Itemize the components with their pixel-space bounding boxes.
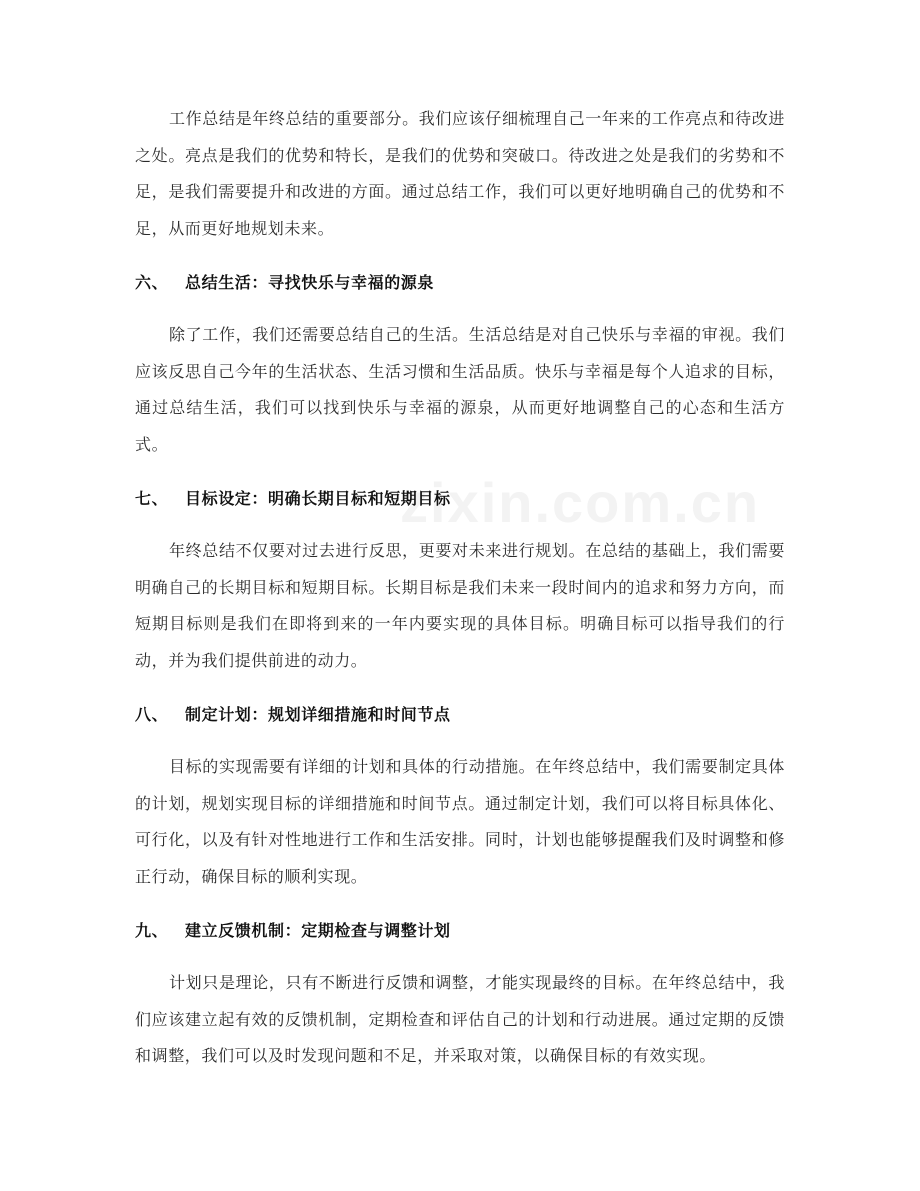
- section-heading: [135, 487, 785, 511]
- section-heading: [135, 703, 785, 727]
- section-paragraph: 除了工作，我们还需要总结自己的生活。生活总结是对自己快乐与幸福的审视。我们应该反思自己今年的生活状态、生活习惯和生活品质。快乐与幸福是每个人追求的目标，通过总结生活，我们可以找到快乐与幸福的源泉，从而更好地调整自己的心态和生活方式。: [135, 325, 785, 454]
- section-title: 总结生活：寻找快乐与幸福的源泉: [185, 273, 435, 292]
- section-paragraph: 计划只是理论，只有不断进行反馈和调整，才能实现最终的目标。在年终总结中，我们应该建立起有效的反馈机制，定期检查和评估自己的计划和行动进展。通过定期的反馈和调整，我们可以及时发现问题和不足，并采取对策，以确保目标的有效实现。: [135, 973, 785, 1065]
- section-heading: [135, 919, 785, 943]
- section-title: 建立反馈机制：定期检查与调整计划: [185, 921, 451, 940]
- document-body: [135, 101, 785, 1075]
- section-paragraph: 年终总结不仅要对过去进行反思，更要对未来进行规划。在总结的基础上，我们需要明确自己的长期目标和短期目标。长期目标是我们未来一段时间内的追求和努力方向，而短期目标则是我们在即将到来的一年内要实现的具体目标。明确目标可以指导我们的行动，并为我们提供前进的动力。: [135, 541, 785, 670]
- section-8: [135, 703, 785, 895]
- section-6: [135, 271, 785, 463]
- section-number: 八、: [135, 705, 169, 724]
- section-title: 目标设定：明确长期目标和短期目标: [185, 489, 451, 508]
- section-number: 九、: [135, 921, 169, 940]
- section-7: [135, 487, 785, 679]
- section-number: 六、: [135, 273, 169, 292]
- section-paragraph: 目标的实现需要有详细的计划和具体的行动措施。在年终总结中，我们需要制定具体的计划，规划实现目标的详细措施和时间节点。通过制定计划，我们可以将目标具体化、可行化，以及有针对性地进行工作和生活安排。同时，计划也能够提醒我们及时调整和修正行动，确保目标的顺利实现。: [135, 757, 785, 886]
- intro-paragraph: 工作总结是年终总结的重要部分。我们应该仔细梳理自己一年来的工作亮点和待改进之处。亮点是我们的优势和特长，是我们的优势和突破口。待改进之处是我们的劣势和不足，是我们需要提升和改进的方面。通过总结工作，我们可以更好地明确自己的优势和不足，从而更好地规划未来。: [135, 109, 785, 238]
- section-number: 七、: [135, 489, 169, 508]
- section-9: [135, 919, 785, 1075]
- section-heading: [135, 271, 785, 295]
- watermark: zixin.com.cn: [400, 471, 761, 534]
- section-title: 制定计划：规划详细措施和时间节点: [185, 705, 451, 724]
